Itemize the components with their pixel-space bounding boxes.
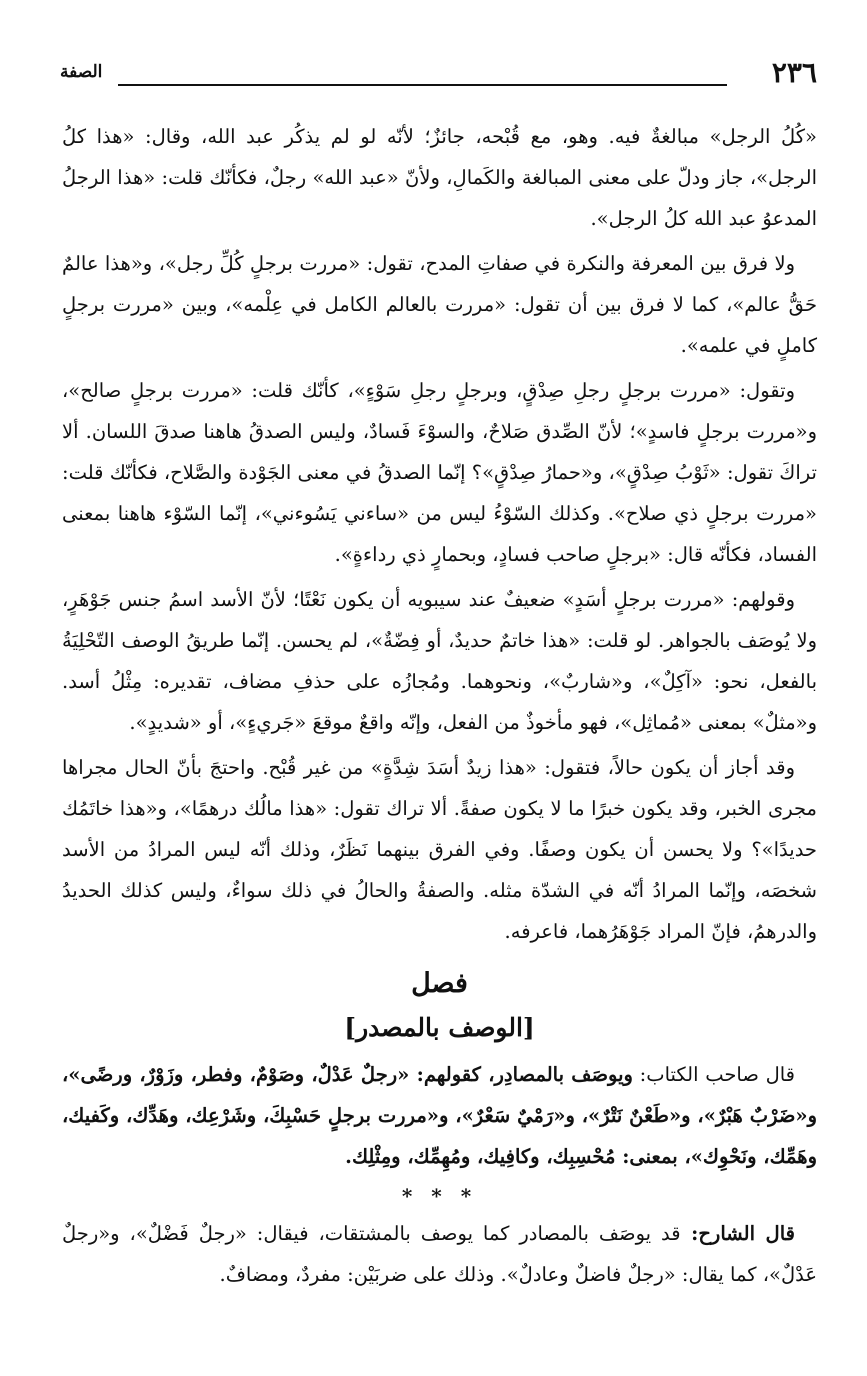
header-rule [118,84,727,86]
paragraph: وقد أجاز أن يكون حالاً، فتقول: «هذا زيدٌ أسَدَ شِدَّةٍ» من غير قُبْح. واحتجَ بأنّ الحال مجراها مجرى الخبر، وقد يكون خبرًا ما لا يكون صفةً. ألا تراك تقول: «هذا مالُك درهمًا»، و«هذا خاتَمُك حديدًا»؟ ولا يحسن أن يكون وصفًا. وفي الفرق بينهما نَظَرٌ، وذلك أنّه ليس المرادُ من الأسد شخصَه، وإنّما المرادُ أنّه في الشدّة مثله. والصفةُ والحالُ في ذلك سواءٌ، وليس كذلك الحديدُ والدرهمُ، فإنّ المراد جَوْهَرُهما، فاعرفه. [62,756,817,943]
running-title: الصفة [60,62,103,82]
kitab-label: قال صاحب الكتاب: [632,1063,795,1086]
paragraph: وتقول: «مررت برجلٍ رجلِ صِدْقٍ، وبرجلٍ رجلِ سَوْءٍ»، كأنّك قلت: «مررت برجلٍ صالح»، و«مررت برجلٍ فاسدٍ»؛ لأنّ الصِّدق صَلاحٌ، والسوْءَ فَسادٌ، وليس الصدقُ هاهنا صدقَ اللسان. ألا تراكَ تقول: «ثَوْبُ صِدْقٍ»، و«حمارُ صِدْقٍ»؟ إنّما الصدقُ في معنى الجَوْدة والصَّلاح، فكأنّك قلت: «مررت برجلٍ ذي صلاح». وكذلك السّوْءُ ليس من «ساءني يَسُوءني»، إنّما السّوْء هاهنا بمعنى الفساد، فكأنّه قال: «برجلٍ صاحب فسادٍ، وبحمارٍ ذي رداءةٍ». [62,379,817,566]
sharih-label: قال الشارح: [680,1222,795,1245]
section-heading: فصل [411,968,468,999]
stars-separator: * * * [401,1184,478,1208]
sharih-text: قد يوصَف بالمصادر كما يوصف بالمشتقات، فيقال: «رجلٌ فَضْلٌ»، و«رجلٌ عَدْلٌ»، كما يقال: «رجلٌ فاضلٌ وعادلٌ». وذلك على ضربَيْن: مفردٌ، ومضافٌ. [62,1222,817,1286]
kitab-paragraph [62,1054,817,1177]
paragraph: ولا فرق بين المعرفة والنكرة في صفاتِ المدح، تقول: «مررت برجلٍ كُلِّ رجل»، و«هذا عالمٌ حَقُّ عالم»، كما لا فرق بين أن تقول: «مررت بالعالم الكامل في عِلْمه»، وبين «مررت برجلٍ كاملٍ في علمه». [62,252,817,357]
page-body [62,116,817,1299]
page-number: ٢٣٦ [771,56,817,89]
paragraph: وقولهم: «مررت برجلٍ أسَدٍ» ضعيفٌ عند سيبويه أن يكون نَعْتًا؛ لأنّ الأسد اسمُ جنس جَوْهَرٍ، ولا يُوصَف بالجواهر. لو قلت: «هذا خاتمٌ حديدٌ، أو فِضّةٌ»، لم يحسن. إنّما طريقُ الوصف التّحْلِيَةُ بالفعل، نحو: «آكِلٌ»، و«شاربٌ»، ونحوهما. ومُجازُه على حذفِ مضاف، تقديره: مِثْلُ أسد. و«مثلٌ» بمعنى «مُماثِل»، فهو مأخوذٌ من الفعل، وإنّه واقعٌ موقعَ «جَريءٍ»، أو «شديدٍ». [62,588,817,734]
page-header [60,54,817,94]
paragraph: «كُلُ الرجل» مبالغةٌ فيه. وهو، مع قُبْحه، جائزٌ؛ لأنّه لو لم يذكُر عبد الله، وقال: «هذا كلُ الرجل»، جاز ودلّ على معنى المبالغة والكَمالِ، ولأنّ «عبد الله» رجلٌ، فكأنّك قلت: «هذا الرجلُ المدعوُ عبد الله كلُ الرجل». [62,125,817,230]
sharih-paragraph [62,1213,817,1295]
section-subtitle: [الوصف بالمصدر] [344,1013,535,1042]
kitab-text: ويوصَف بالمصادِر، كقولهم: «رجلٌ عَدْلٌ، وصَوْمٌ، وفطر، وزَوْرٌ، ورضًى»، و«ضَرْبٌ هَبْرٌ»، و«طَعْنٌ نَتْرٌ»، و«رَمْيٌ سَعْرٌ»، و«مررت برجلٍ حَسْبِكَ، وشَرْعِك، وهَدِّك، وكَفيك، وهَمِّك، ونَحْوِك»، بمعنى: مُحْسِبِك، وكافِيك، ومُهِمِّك، ومِثْلِك. [62,1063,817,1168]
